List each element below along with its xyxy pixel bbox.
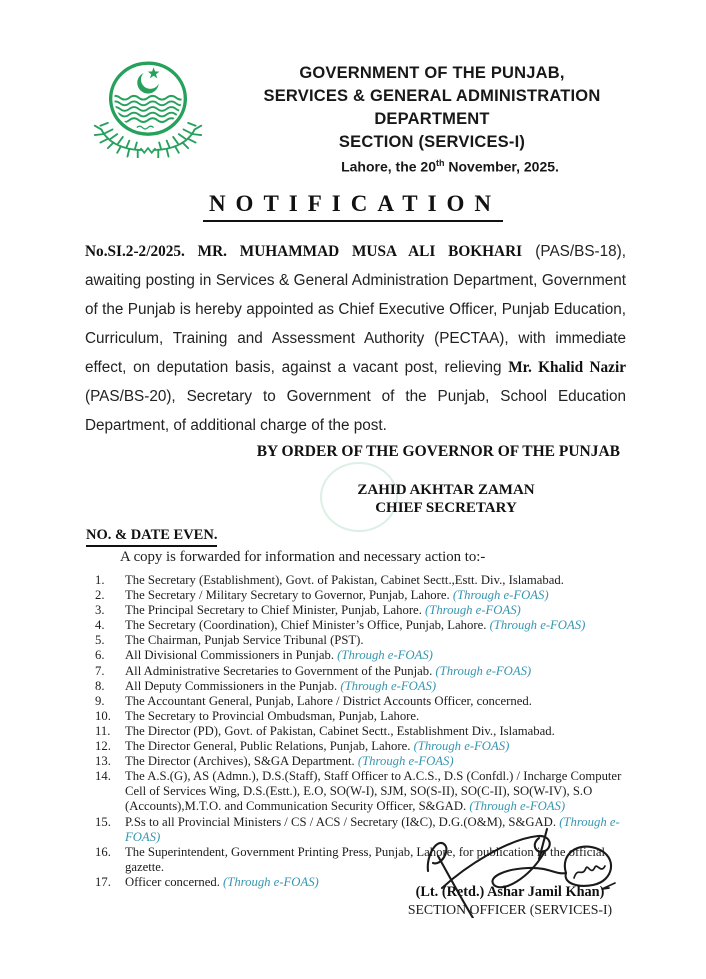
list-item-number: 15. xyxy=(95,814,111,829)
list-item xyxy=(95,769,640,814)
list-item-number: 2. xyxy=(95,588,105,603)
body-text-segment: (PAS/BS-20), Secretary to Government of the Punjab, School Education Department, of additional charge of the post. xyxy=(85,388,626,434)
signatory-block xyxy=(316,481,576,517)
reference-heading: NO. & DATE EVEN. xyxy=(86,527,217,547)
list-item-text: The Superintendent, Government Printing Press, Punjab, Lahore, for publication in the official gazette. xyxy=(125,844,606,874)
list-item-number: 6. xyxy=(95,648,105,663)
ordinal-suffix: th xyxy=(436,158,445,168)
signatory-name: ZAHID AKHTAR ZAMAN xyxy=(357,482,535,498)
signature-block xyxy=(368,884,652,918)
efoas-note: (Through e-FOAS) xyxy=(452,588,549,603)
list-item-number: 16. xyxy=(95,844,111,859)
list-item-text: All Divisional Commissioners in Punjab. (Through e-FOAS) xyxy=(125,648,433,663)
list-item xyxy=(95,724,640,739)
body-text-segment: (PAS/BS-18), awaiting posting in Services & General Administration Department, Government of the Punjab is hereby appointed as Chief Executive Officer, Punjab Education, Curriculum, Training and Assessment Authority (PECTAA), with immediate effect, on deputation basis, against a vacant post, relieving xyxy=(85,243,626,376)
list-item-number: 14. xyxy=(95,769,111,784)
org-line-1: GOVERNMENT OF THE PUNJAB, xyxy=(299,64,565,82)
list-item xyxy=(95,633,640,648)
title-row xyxy=(0,191,706,222)
list-item-number: 13. xyxy=(95,754,111,769)
list-item-text: The Director General, Public Relations, Punjab, Lahore. (Through e-FOAS) xyxy=(125,739,510,754)
list-item xyxy=(95,754,640,769)
department-header xyxy=(226,62,638,154)
punjab-government-emblem-icon xyxy=(92,58,204,158)
efoas-note: (Through e-FOAS) xyxy=(340,678,437,693)
list-item-text: P.Ss to all Provincial Ministers / CS / ACS / Secretary (I&C), D.G.(O&M), S&GAD. (Through e-FOAS) xyxy=(125,814,620,844)
list-item-number: 12. xyxy=(95,739,111,754)
efoas-note: (Through e-FOAS) xyxy=(489,618,586,633)
efoas-note: (Through e-FOAS) xyxy=(357,754,454,769)
list-item-text: The Director (Archives), S&GA Department. (Through e-FOAS) xyxy=(125,754,454,769)
efoas-note: (Through e-FOAS) xyxy=(469,799,566,814)
list-item-text: The A.S.(G), AS (Admn.), D.S.(Staff), Staff Officer to A.C.S., D.S (Confdl.) / Incharge Computer Cell of Services Wing, D.S.(Estt.), E.O, SO(W-I), SJM, SO(S-II), SO(C-II), SO(W-IV), S.O (Accounts),M.T.O. and Communication Security Officer, S&GAD. (Through e-FOAS) xyxy=(125,769,622,814)
list-item-text: The Accountant General, Punjab, Lahore / District Accounts Officer, concerned. xyxy=(125,693,532,708)
org-line-3: DEPARTMENT xyxy=(374,110,490,128)
efoas-note: (Through e-FOAS) xyxy=(337,648,433,663)
officer-name: (Lt. (Retd.) Ashar Jamil Khan) xyxy=(415,884,605,900)
org-line-4: SECTION (SERVICES-I) xyxy=(338,133,526,151)
list-item-text: Officer concerned. (Through e-FOAS) xyxy=(125,874,319,889)
list-item-text: The Secretary to Provincial Ombudsman, Punjab, Lahore. xyxy=(125,708,420,723)
list-item-text: The Chairman, Punjab Service Tribunal (PST). xyxy=(125,633,364,648)
list-item-text: All Administrative Secretaries to Government of the Punjab. (Through e-FOAS) xyxy=(125,663,532,678)
efoas-note: (Through e-FOAS) xyxy=(413,739,510,754)
date-line: Lahore, the 20th November, 2025. xyxy=(341,158,559,175)
officer-designation: SECTION OFFICER (SERVICES-I) xyxy=(407,902,613,917)
list-item xyxy=(95,739,640,754)
list-item-text: The Director (PD), Govt. of Pakistan, Cabinet Sectt., Establishment Div., Islamabad. xyxy=(125,723,555,738)
list-item-number: 11. xyxy=(95,723,111,738)
notification-title: NOTIFICATION xyxy=(203,191,503,222)
body-bold-segment: Mr. Khalid Nazir xyxy=(508,359,626,376)
list-item-text: All Deputy Commissioners in the Punjab. (Through e-FOAS) xyxy=(125,678,437,693)
list-item xyxy=(95,573,640,588)
notification-body xyxy=(85,237,626,440)
list-item-number: 17. xyxy=(95,874,111,889)
list-item-number: 7. xyxy=(95,663,105,678)
list-item xyxy=(95,648,640,663)
list-item-number: 9. xyxy=(95,693,105,708)
list-item xyxy=(95,664,640,679)
list-item-number: 4. xyxy=(95,618,105,633)
body-bold-segment: No.SI.2-2/2025. MR. MUHAMMAD MUSA ALI BOKHARI xyxy=(85,243,523,260)
list-item-number: 10. xyxy=(95,708,111,723)
list-item-number: 8. xyxy=(95,678,105,693)
list-item xyxy=(95,588,640,603)
efoas-note: (Through e-FOAS) xyxy=(223,874,319,889)
list-item-number: 5. xyxy=(95,633,105,648)
list-item xyxy=(95,679,640,694)
copy-forwarded-intro: A copy is forwarded for information and necessary action to:- xyxy=(120,549,486,565)
signatory-designation: CHIEF SECRETARY xyxy=(375,500,517,516)
list-item xyxy=(95,694,640,709)
list-item-number: 3. xyxy=(95,603,105,618)
list-item xyxy=(95,709,640,724)
list-item-text: The Secretary / Military Secretary to Governor, Punjab, Lahore. (Through e-FOAS) xyxy=(125,588,549,603)
efoas-note: (Through e-FOAS) xyxy=(435,663,532,678)
list-item xyxy=(95,618,640,633)
efoas-note: (Through e-FOAS) xyxy=(125,814,620,844)
list-item-text: The Principal Secretary to Chief Minister, Punjab, Lahore. (Through e-FOAS) xyxy=(125,603,521,618)
list-item xyxy=(95,603,640,618)
list-item-text: The Secretary (Establishment), Govt. of Pakistan, Cabinet Sectt.,Estt. Div., Islamabad. xyxy=(125,573,564,587)
org-line-2: SERVICES & GENERAL ADMINISTRATION xyxy=(263,87,601,105)
list-item-number: 1. xyxy=(95,573,105,587)
efoas-note: (Through e-FOAS) xyxy=(425,603,521,618)
by-order-line: BY ORDER OF THE GOVERNOR OF THE PUNJAB xyxy=(256,443,620,460)
list-item-text: The Secretary (Coordination), Chief Minister’s Office, Punjab, Lahore. (Through e-FOAS) xyxy=(125,618,586,633)
